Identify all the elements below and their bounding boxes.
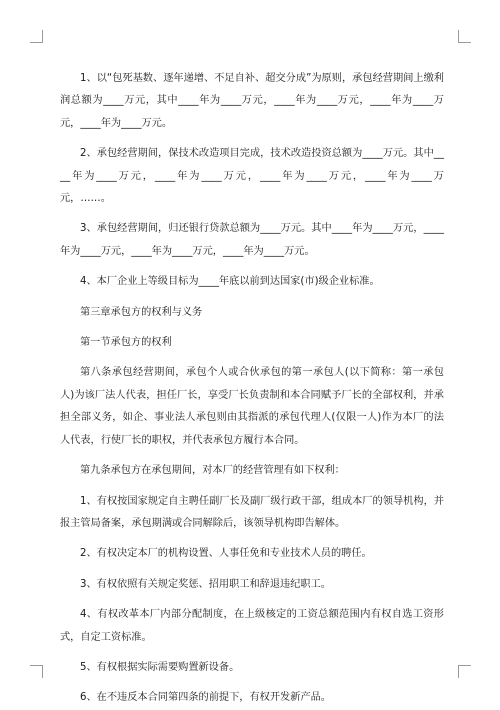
article-nine: 第九条承包方在承包期间，对本厂的经营管理有如下权利： xyxy=(80,465,345,477)
paragraph-profit-target: 1、以“包死基数、逐年递增、不足自补、超交分成”为原则，承包经营期间上缴利润总额为____万元，其中____年为____万元，____年为____万元，____年为____万元，____年为____万元。 xyxy=(60,73,444,129)
article-eight: 第八条承包经营期间，承包个人或合伙承包的第一承包人(以下简称：第一承包人)为该厂法人代表，担任厂长，享受厂长负责制和本合同赋予厂长的全部权利，并承担全部义务，如企、事业法人承包则由其指派的承包代理人(仅限一人)作为本厂的法人代表，行使厂长的职权，并代表承包方履行本合同。 xyxy=(60,367,444,446)
chapter-heading: 第三章承包方的权利与义务 xyxy=(80,306,203,318)
paragraph-loan-repayment: 3、承包经营期间，归还银行贷款总额为____万元。其中____年为____万元，____年为____万元，____年为____万元，____年为____万元。 xyxy=(60,223,444,257)
paragraph-grade-target: 4、本厂企业上等级目标为____年底以前到达国家(市)级企业标准。 xyxy=(80,276,380,288)
crop-mark-top-right xyxy=(458,30,471,43)
right-item-4: 4、有权改革本厂内部分配制度，在上级核定的工资总额范围内有权自选工资形式，自定工资标准。 xyxy=(60,609,444,643)
document-body xyxy=(60,68,444,710)
right-item-5: 5、有权根据实际需要购置新设备。 xyxy=(80,661,240,673)
crop-mark-top-left xyxy=(30,30,43,43)
crop-mark-bottom-right xyxy=(458,665,471,678)
right-item-6: 6、在不违反本合同第四条的前提下，有权开发新产品。 xyxy=(80,692,331,704)
right-item-3: 3、有权依照有关规定奖惩、招用职工和辞退违纪职工。 xyxy=(80,578,331,590)
right-item-1: 1、有权按国家规定自主聘任副厂长及副厂级行政干部，组成本厂的领导机构，并报主管局备案，承包期满或合同解除后，该领导机构即告解体。 xyxy=(60,495,444,529)
section-heading: 第一节承包方的权利 xyxy=(80,337,172,349)
right-item-2: 2、有权决定本厂的机构设置、人事任免和专业技术人员的聘任。 xyxy=(80,548,372,560)
paragraph-tech-investment: 2、承包经营期间，保技术改造项目完成，技术改造投资总额为____万元。其中____年为____万元，____年为____万元，____年为____万元，____年为____万元，……。 xyxy=(60,148,444,205)
crop-mark-bottom-left xyxy=(30,665,43,678)
